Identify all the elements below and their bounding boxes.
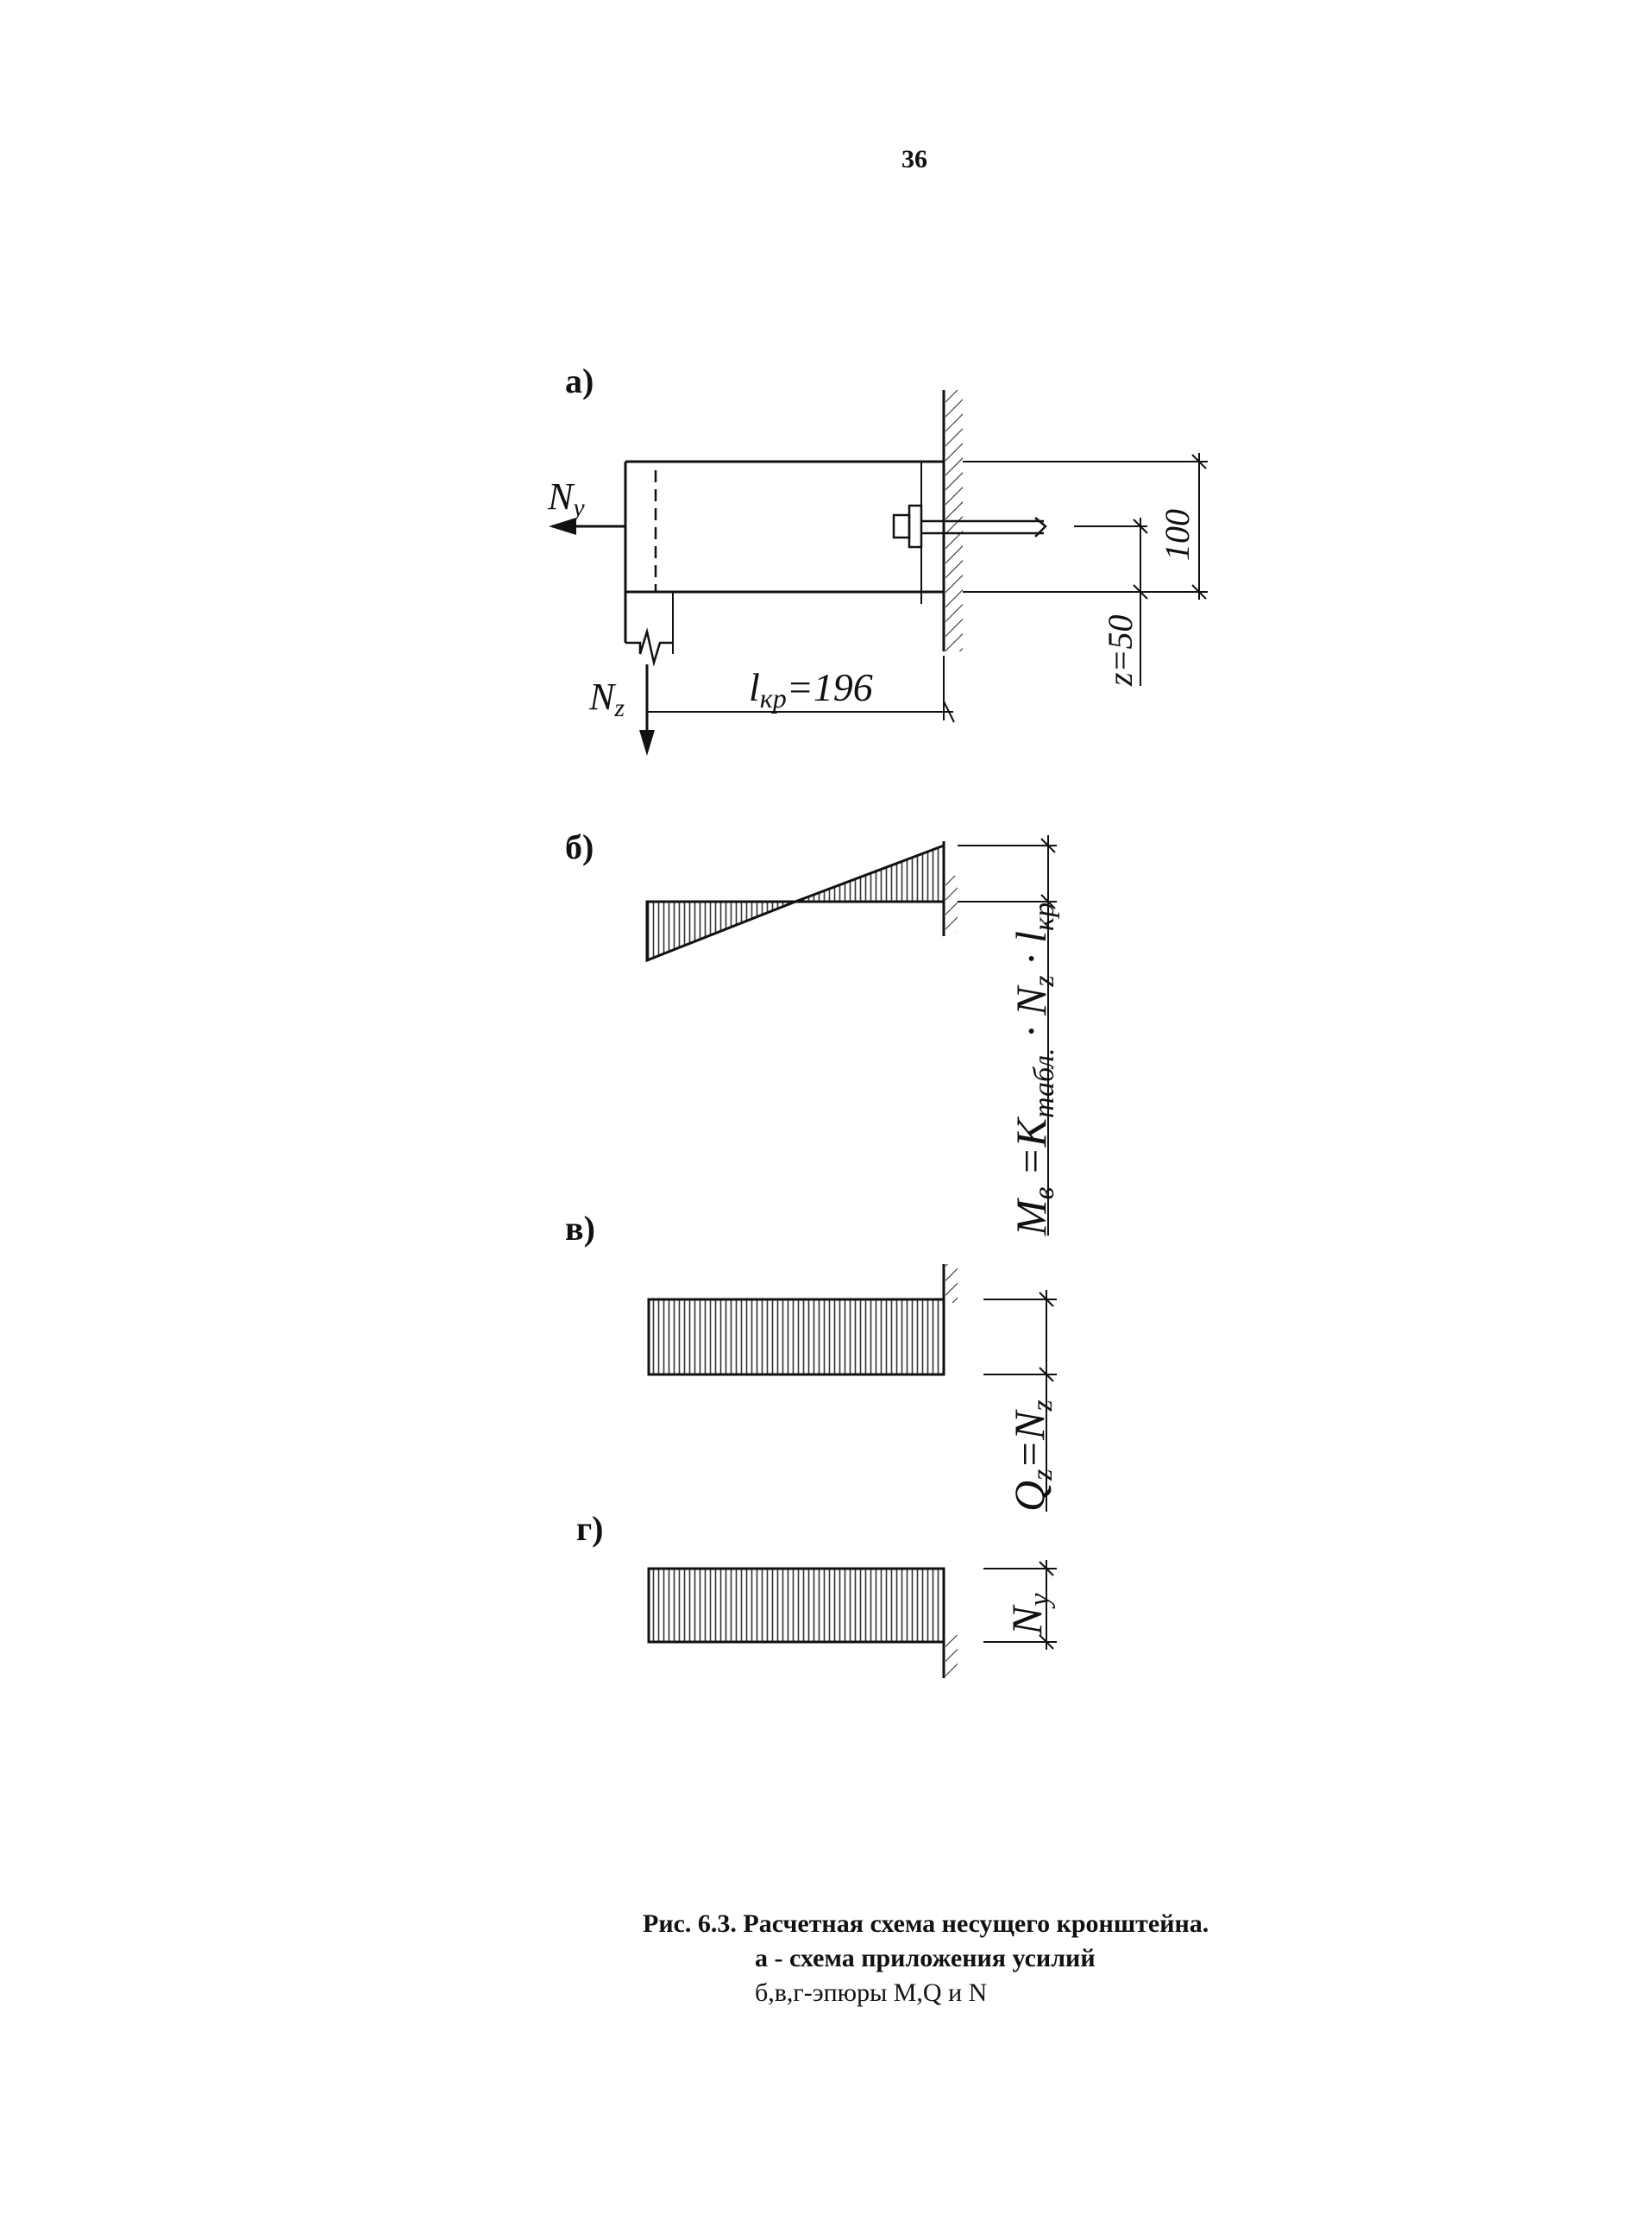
figure-caption: [643, 1907, 1209, 2010]
panel-label-v: в): [565, 1209, 595, 1248]
moment-diagram: [647, 835, 1057, 1236]
caption-line-2: а - схема приложения усилий: [755, 1944, 1096, 1972]
label-dim-z50: z=50: [1101, 614, 1140, 686]
panel-label-g: г): [576, 1509, 604, 1548]
label-ny: Ny: [548, 475, 585, 522]
caption-line-3: б,в,г-эпюры М,Q и N: [755, 1978, 988, 2007]
caption-line-1: Рис. 6.3. Расчетная схема несущего кронштейна.: [643, 1909, 1209, 1938]
label-dim-100: 100: [1158, 509, 1197, 561]
label-lkp: lкр=196: [749, 665, 873, 714]
label-nz: Nz: [589, 676, 625, 722]
normal-force-diagram: [649, 1560, 1057, 1678]
shear-diagram: [649, 1264, 1057, 1512]
page-number: 36: [901, 145, 927, 173]
scheme-a: [549, 390, 1208, 756]
label-normal-formula: Ny: [1002, 1593, 1056, 1635]
label-shear-formula: Qz=Nz: [1005, 1399, 1058, 1512]
label-moment-formula: Mв =Kтабл. · Nz · lкр: [1007, 903, 1060, 1236]
panel-label-a: а): [565, 362, 594, 400]
panel-label-b: б): [565, 827, 594, 866]
